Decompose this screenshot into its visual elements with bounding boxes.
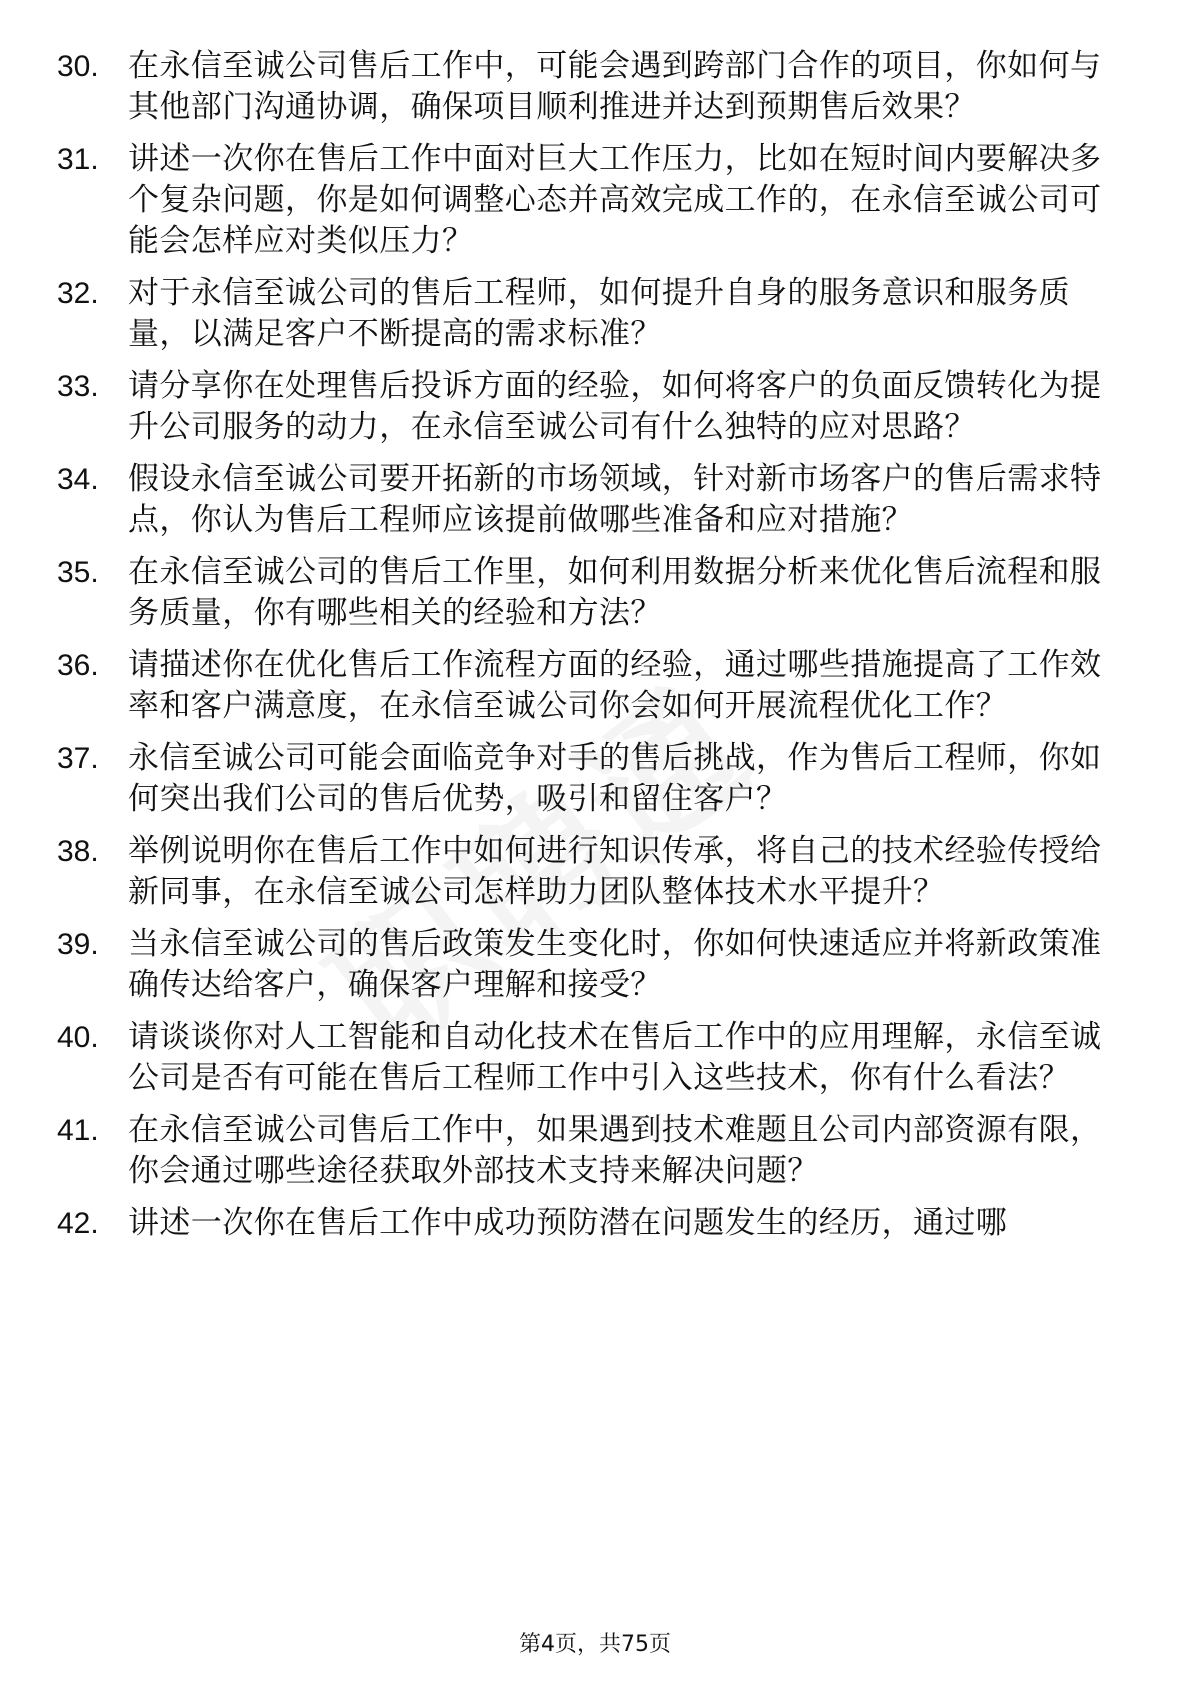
question-item <box>0 1017 1190 1099</box>
question-number: 30. <box>57 50 99 83</box>
question-item <box>0 459 1190 541</box>
question-text: 举例说明你在售后工作中如何进行知识传承，将自己的技术经验传授给新同事，在永信至诚公司怎样助力团队整体技术水平提升？ <box>128 833 1102 910</box>
question-number: 40. <box>57 1021 99 1054</box>
question-number: 33. <box>57 370 99 403</box>
question-item <box>0 645 1190 727</box>
question-number: 35. <box>57 556 99 589</box>
question-list <box>0 46 1190 1255</box>
question-number: 34. <box>57 463 99 496</box>
question-item <box>0 738 1190 820</box>
question-text: 在永信至诚公司的售后工作里，如何利用数据分析来优化售后流程和服务质量，你有哪些相关的经验和方法？ <box>128 554 1102 631</box>
question-number: 39. <box>57 928 99 961</box>
question-item <box>0 924 1190 1006</box>
question-text: 请描述你在优化售后工作流程方面的经验，通过哪些措施提高了工作效率和客户满意度，在永信至诚公司你会如何开展流程优化工作？ <box>128 647 1102 724</box>
question-text: 假设永信至诚公司要开拓新的市场领域，针对新市场客户的售后需求特点，你认为售后工程师应该提前做哪些准备和应对措施？ <box>128 461 1102 538</box>
question-number: 36. <box>57 649 99 682</box>
question-item <box>0 46 1190 128</box>
question-text: 在永信至诚公司售后工作中，可能会遇到跨部门合作的项目，你如何与其他部门沟通协调，确保项目顺利推进并达到预期售后效果？ <box>128 48 1102 125</box>
question-number: 31. <box>57 143 99 176</box>
question-text: 请谈谈你对人工智能和自动化技术在售后工作中的应用理解，永信至诚公司是否有可能在售后工程师工作中引入这些技术，你有什么看法？ <box>128 1019 1102 1096</box>
question-item <box>0 1203 1190 1244</box>
question-number: 42. <box>57 1207 99 1240</box>
question-item <box>0 831 1190 913</box>
question-text: 在永信至诚公司售后工作中，如果遇到技术难题且公司内部资源有限，你会通过哪些途径获取外部技术支持来解决问题？ <box>128 1112 1102 1189</box>
question-number: 37. <box>57 742 99 775</box>
question-text: 讲述一次你在售后工作中成功预防潜在问题发生的经历，通过哪 <box>128 1205 1008 1241</box>
question-number: 41. <box>57 1114 99 1147</box>
page-number-label: 第4页，共75页 <box>519 1632 671 1657</box>
question-item <box>0 366 1190 448</box>
question-text: 对于永信至诚公司的售后工程师，如何提升自身的服务意识和服务质量，以满足客户不断提高的需求标准？ <box>128 275 1070 352</box>
question-number: 32. <box>57 277 99 310</box>
question-text: 永信至诚公司可能会面临竞争对手的售后挑战，作为售后工程师，你如何突出我们公司的售后优势，吸引和留住客户？ <box>128 740 1102 817</box>
question-text: 请分享你在处理售后投诉方面的经验，如何将客户的负面反馈转化为提升公司服务的动力，在永信至诚公司有什么独特的应对思路？ <box>128 368 1102 445</box>
question-number: 38. <box>57 835 99 868</box>
question-text: 当永信至诚公司的售后政策发生变化时，你如何快速适应并将新政策准确传达给客户，确保客户理解和接受？ <box>128 926 1102 1003</box>
page-footer <box>0 1630 1190 1660</box>
question-item <box>0 1110 1190 1192</box>
question-text: 讲述一次你在售后工作中面对巨大工作压力，比如在短时间内要解决多个复杂问题，你是如何调整心态并高效完成工作的，在永信至诚公司可能会怎样应对类似压力？ <box>128 141 1102 259</box>
question-item <box>0 273 1190 355</box>
question-item <box>0 139 1190 262</box>
question-item <box>0 552 1190 634</box>
